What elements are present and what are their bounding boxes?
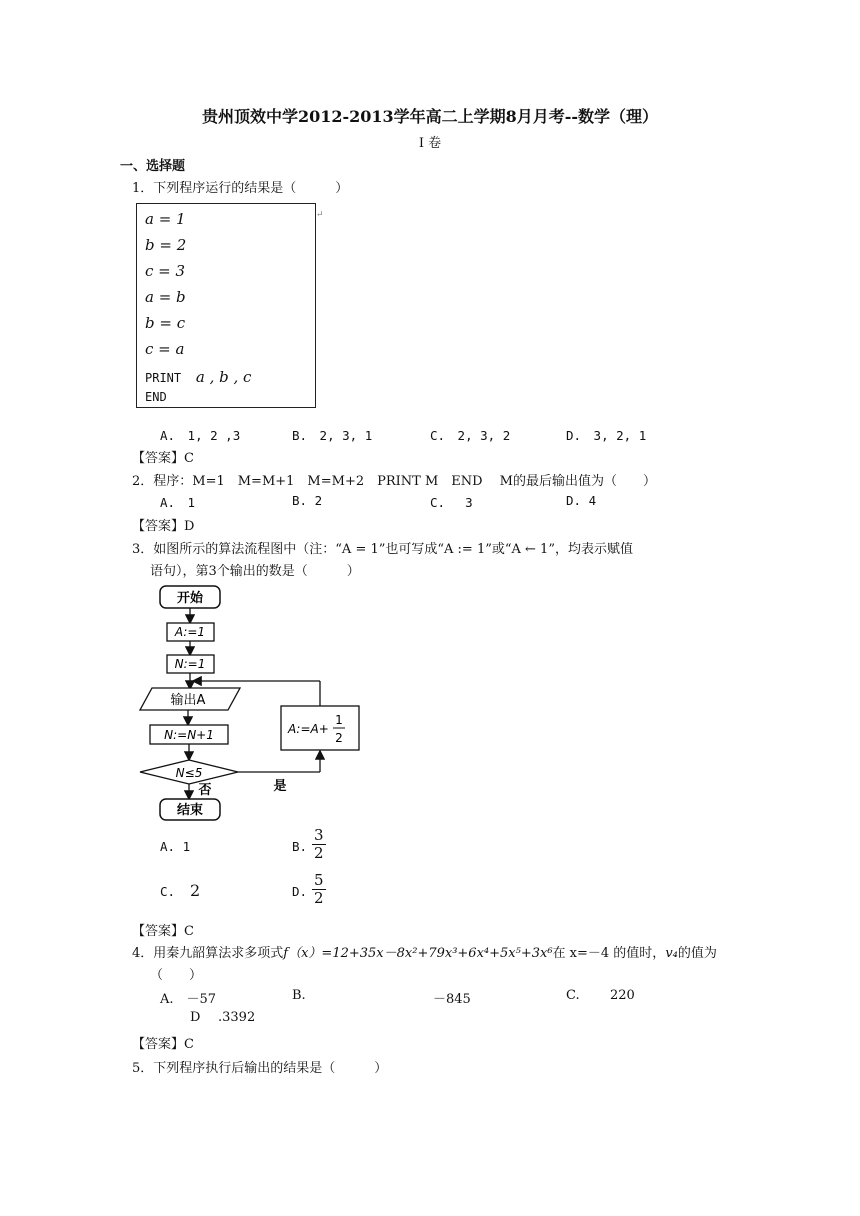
code-line: c = a [145,340,185,358]
q3-flowchart [130,580,380,830]
fraction-denominator: 2 [314,889,324,907]
q1-option-b: B. 2, 3, 1 [292,428,373,443]
fraction-denominator: 2 [314,844,324,862]
q4-stem [132,942,717,961]
flow-assign-n-label: N:=1 [174,657,206,671]
code-line: a = 1 [145,210,186,228]
q2-option-d: D. 4 [566,493,597,508]
q4-option-d-value: .3392 [218,1010,256,1025]
q4-option-d-label: D [190,1010,201,1025]
fraction-numerator: 5 [314,871,324,889]
flow-end-label: 结束 [176,803,204,818]
flow-update-label: A:=A+ [288,722,329,736]
q3-option-c-value: 2 [190,881,201,900]
code-keyword: END [145,390,167,404]
q4-option-b-value: －845 [433,992,471,1007]
flow-assign-a-label: A:=1 [174,625,206,639]
code-line: b = 2 [145,236,187,254]
flow-update-denominator: 2 [335,731,343,745]
paragraph-mark-icon: ↵ [316,210,324,220]
flow-update-numerator: 1 [335,713,343,727]
q4-option-a: A. －57 [160,992,217,1007]
fraction-numerator: 3 [314,826,324,844]
q1-option-c: C. 2, 3, 2 [430,428,511,443]
q1-stem: 1．下列程序运行的结果是（ ） [132,181,349,196]
q3-option-d-fraction [312,872,326,907]
q3-option-d-label: D. [292,884,308,899]
q3-stem-line2: 语句），第3个输出的数是（ ） [150,564,360,579]
flow-start-label: 开始 [176,591,204,606]
q3-option-c-label: C. [160,884,176,899]
q4-stem-end: 的值为 [677,946,717,961]
code-line: a = b [145,288,186,306]
q4-stem-mid: 在 x=－4 的值时， [552,946,666,961]
q4-option-c-label: C. [566,988,580,1003]
q3-stem-line1: 3．如图所示的算法流程图中（注：“A = 1”也可写成“A := 1”或“A ← 1”，均表示赋值 [132,542,633,557]
q1-option-a: A. 1, 2 ,3 [160,428,241,443]
code-args: a , b , c [195,368,252,386]
page-title: 贵州顶效中学2012-2013学年高二上学期8月月考--数学（理） [201,107,659,126]
code-keyword: PRINT [145,371,182,385]
flow-increment-label: N:=N+1 [164,728,214,742]
flow-yes-label: 是 [273,779,287,794]
q4-v4: v₄ [665,946,678,961]
section-heading: 一、选择题 [120,159,186,174]
q4-option-c-value: 220 [610,988,635,1003]
flow-no-label: 否 [198,783,212,798]
q2-option-c: C. 3 [430,495,473,510]
q1-code-box [136,203,316,408]
q3-option-a: A. 1 [160,839,191,854]
q4-option-b-label: B. [292,988,306,1003]
q4-stem-prefix: 4．用秦九韶算法求多项式 [132,946,284,961]
q4-paren: （ ） [150,968,203,983]
q4-polynomial: f（x）=12+35x－8x²+79x³+6x⁴+5x⁵+3x⁶ [283,946,553,961]
volume-label: I 卷 [418,136,442,151]
flow-decision-label: N≤5 [175,766,203,780]
q2-answer: 【答案】D [132,519,195,534]
code-line: b = c [145,314,186,332]
q1-answer: 【答案】C [132,451,194,466]
q3-option-b-fraction [312,827,326,862]
q2-option-b: B. 2 [292,493,323,508]
q3-option-b-label: B. [292,839,308,854]
q1-option-d: D. 3, 2, 1 [566,428,647,443]
code-line: c = 3 [145,262,186,280]
q5-stem: 5．下列程序执行后输出的结果是（ ） [132,1061,388,1076]
flow-output-label: 输出A [170,693,206,708]
q2-stem: 2．程序：M=1 M=M+1 M=M+2 PRINT M END M的最后输出值为（ ） [132,474,656,489]
q3-answer: 【答案】C [132,924,194,939]
q2-option-a: A. 1 [160,495,196,510]
q4-answer: 【答案】C [132,1037,194,1052]
